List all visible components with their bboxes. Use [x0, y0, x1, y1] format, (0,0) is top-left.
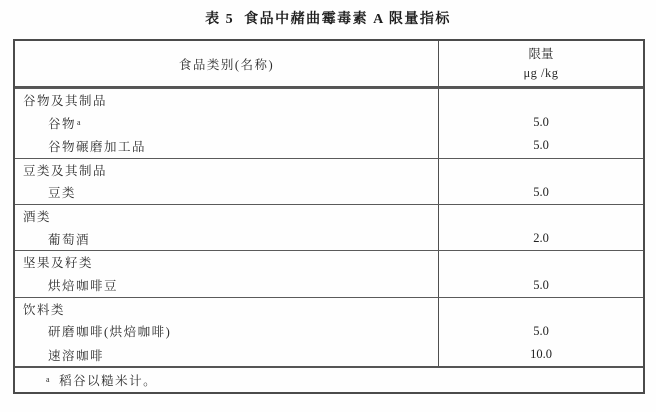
table-row	[15, 297, 643, 320]
item-label: 谷物碾磨加工品	[48, 139, 147, 154]
table-row	[15, 274, 643, 297]
table-row	[15, 134, 643, 157]
item-label: 烘焙咖啡豆	[48, 279, 119, 294]
table-row	[15, 204, 643, 227]
table-row	[15, 227, 643, 250]
table-row: 谷物 a 5.0	[15, 111, 643, 134]
category-label: 豆类及其制品	[23, 163, 108, 178]
limit-value	[439, 251, 643, 273]
limit-header-label: 限量	[528, 46, 554, 61]
limit-value: 10.0	[530, 347, 552, 362]
limit-value: 5.0	[533, 115, 549, 130]
category-label: 谷物及其制品	[23, 94, 108, 109]
table-row	[15, 88, 643, 111]
item-label: 研磨咖啡(烘焙咖啡)	[48, 325, 172, 340]
category-label: 饮料类	[23, 302, 66, 317]
limit-value	[439, 89, 643, 111]
table-row	[15, 320, 643, 343]
limit-header-unit: μg /kg	[523, 65, 559, 80]
item-label: 豆类	[48, 186, 77, 201]
category-label: 坚果及籽类	[23, 256, 94, 271]
table-row	[15, 250, 643, 273]
item-label: 速溶咖啡	[48, 348, 105, 363]
table-title: 表 5 食品中赭曲霉毒素 A 限量指标	[205, 12, 451, 27]
column-header-food-category: 食品类别(名称)	[15, 41, 439, 86]
column-header-limit	[439, 41, 643, 86]
limit-value: 5.0	[533, 184, 549, 199]
limit-value: 5.0	[533, 277, 549, 292]
table-row	[15, 158, 643, 181]
footnote-text: 稻谷以糙米计。	[59, 374, 158, 389]
limit-value: 5.0	[533, 138, 549, 153]
table-row	[15, 181, 643, 204]
category-label: 酒类	[23, 210, 52, 225]
table-footnote: a 稻谷以糙米计。	[15, 366, 643, 392]
table-row	[15, 343, 643, 366]
limit-value: 2.0	[533, 231, 549, 246]
limit-value	[439, 298, 643, 320]
item-label: 葡萄酒	[48, 232, 91, 247]
item-label: 谷物	[48, 116, 77, 131]
limit-value	[439, 159, 643, 181]
table-header-row	[15, 41, 643, 88]
limit-value	[439, 205, 643, 227]
limits-table	[13, 39, 645, 394]
limit-value: 5.0	[533, 323, 549, 338]
